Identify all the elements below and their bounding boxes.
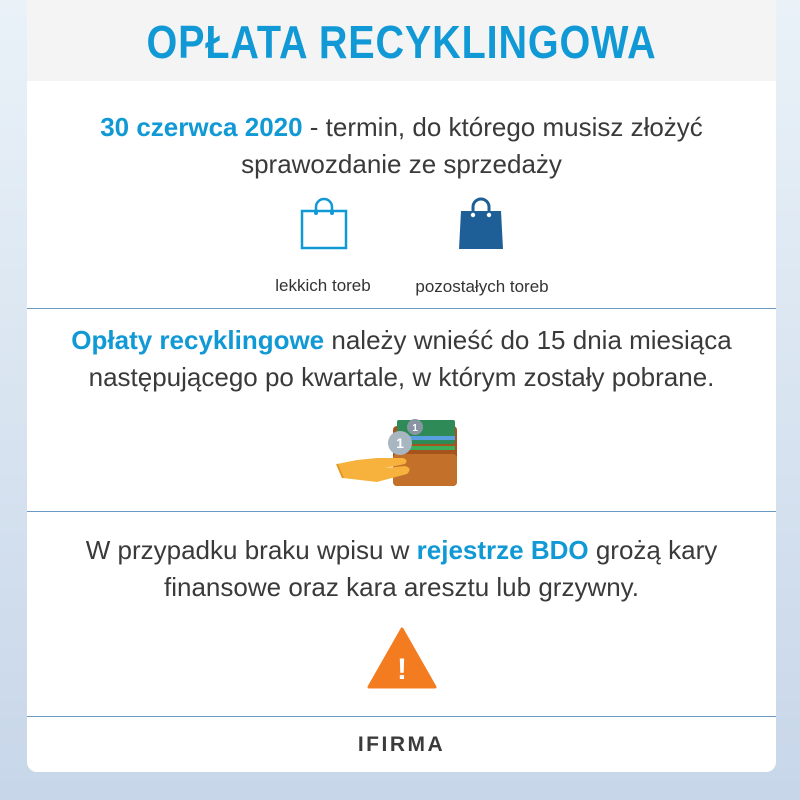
coin-big-label: 1 <box>396 435 404 451</box>
section-divider <box>27 511 776 512</box>
header-bar <box>27 0 776 81</box>
brand-logo: IFIRMA <box>357 733 446 756</box>
footer-divider <box>27 716 776 717</box>
warning-mark: ! <box>397 653 407 686</box>
deadline-date: 30 czerwca 2020 <box>100 112 303 142</box>
payment-text: Opłaty recyklingowe należy wnieść do 15 dnia miesiąca następującego po kwartale, w którym zostały pobrane. <box>71 325 732 392</box>
bdo-highlight: rejestrze BDO <box>416 535 589 565</box>
wallet-payment-icon <box>333 414 463 490</box>
light-bag-label: lekkich toreb <box>275 276 371 295</box>
page-title: OPŁATA RECYKLINGOWA <box>146 15 657 68</box>
penalty-text: W przypadku braku wpisu w rejestrze BDO grożą kary finansowe oraz kara aresztu lub grzywny. <box>85 535 718 602</box>
warning-icon <box>367 627 437 689</box>
section-divider <box>27 308 776 309</box>
coin-small-label: 1 <box>412 423 418 434</box>
other-bag-label: pozostałych toreb <box>415 277 549 296</box>
other-bag-icon <box>457 197 505 250</box>
light-bag-icon <box>299 196 349 250</box>
deadline-text: 30 czerwca 2020 - termin, do którego musisz złożyć sprawozdanie ze sprzedaży <box>100 112 703 179</box>
payment-highlight: Opłaty recyklingowe <box>71 325 325 355</box>
infographic-card <box>27 0 776 772</box>
